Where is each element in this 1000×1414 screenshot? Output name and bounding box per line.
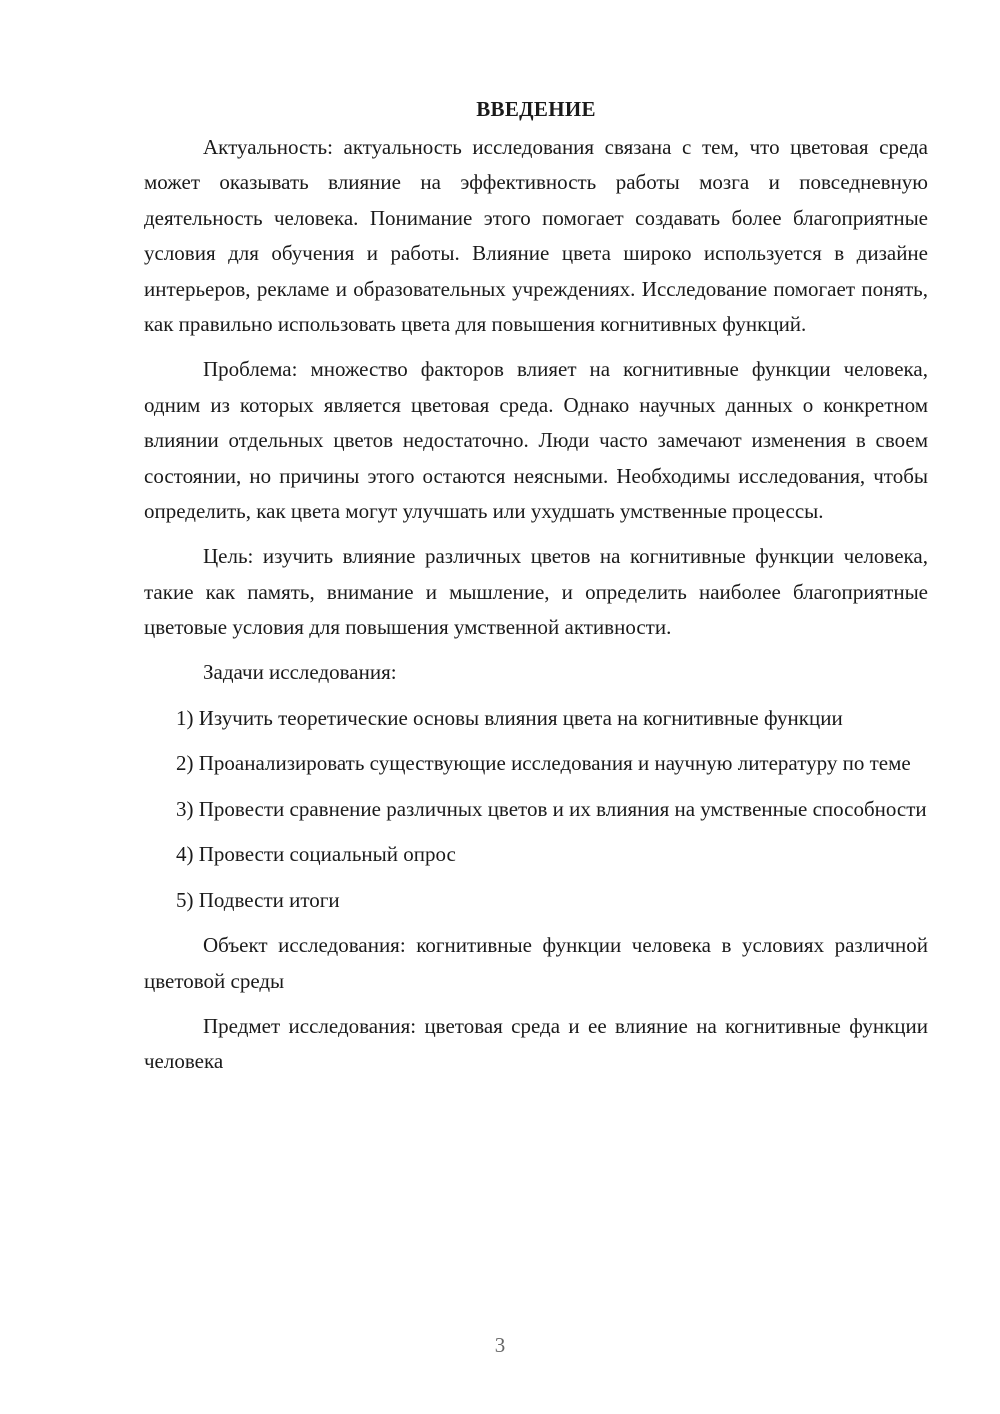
problem-paragraph: Проблема: множество факторов влияет на когнитивные функции человека, одним из которых является цветовая среда. Однако научных данных о конкретном влиянии отдельных цветов недостаточно. Люди часто замечают изменения в своем состоянии, но причины этого остаются неясными. Необходимы исследования, чтобы определить, как цвета могут улучшать или ухудшать умственные процессы. [144,357,928,523]
page-number: 3 [494,1333,506,1357]
task-item-5: 5) Подвести итоги [176,887,340,912]
task-item-1: 1) Изучить теоретические основы влияния цвета на когнитивные функции [176,705,843,730]
tasks-heading: Задачи исследования: [203,660,397,684]
document-page [144,92,928,1089]
goal-paragraph: Цель: изучить влияние различных цветов на когнитивные функции человека, такие как память, внимание и мышление, и определить наиболее благоприятные цветовые условия для повышения умственной активности. [144,544,928,639]
task-item-3: 3) Провести сравнение различных цветов и их влияния на умственные способности [176,796,927,821]
object-paragraph: Объект исследования: когнитивные функции человека в условиях различной цветовой среды [144,933,928,993]
tasks-list [144,701,928,919]
subject-paragraph: Предмет исследования: цветовая среда и ее влияние на когнитивные функции человека [144,1013,928,1073]
task-item-2: 2) Проанализировать существующие исследования и научную литературу по теме [176,751,911,775]
task-item-4: 4) Провести социальный опрос [176,842,456,866]
page-title: ВВЕДЕНИЕ [476,97,596,121]
relevance-paragraph: Актуальность: актуальность исследования связана с тем, что цветовая среда может оказывать влияние на эффективность работы мозга и повседневную деятельность человека. Понимание этого помогает создавать более благоприятные условия для обучения и работы. Влияние цвета широко используется в дизайне интерьеров, рекламе и образовательных учреждениях. Исследование помогает понять, как правильно использовать цвета для повышения когнитивных функций. [144,134,928,336]
